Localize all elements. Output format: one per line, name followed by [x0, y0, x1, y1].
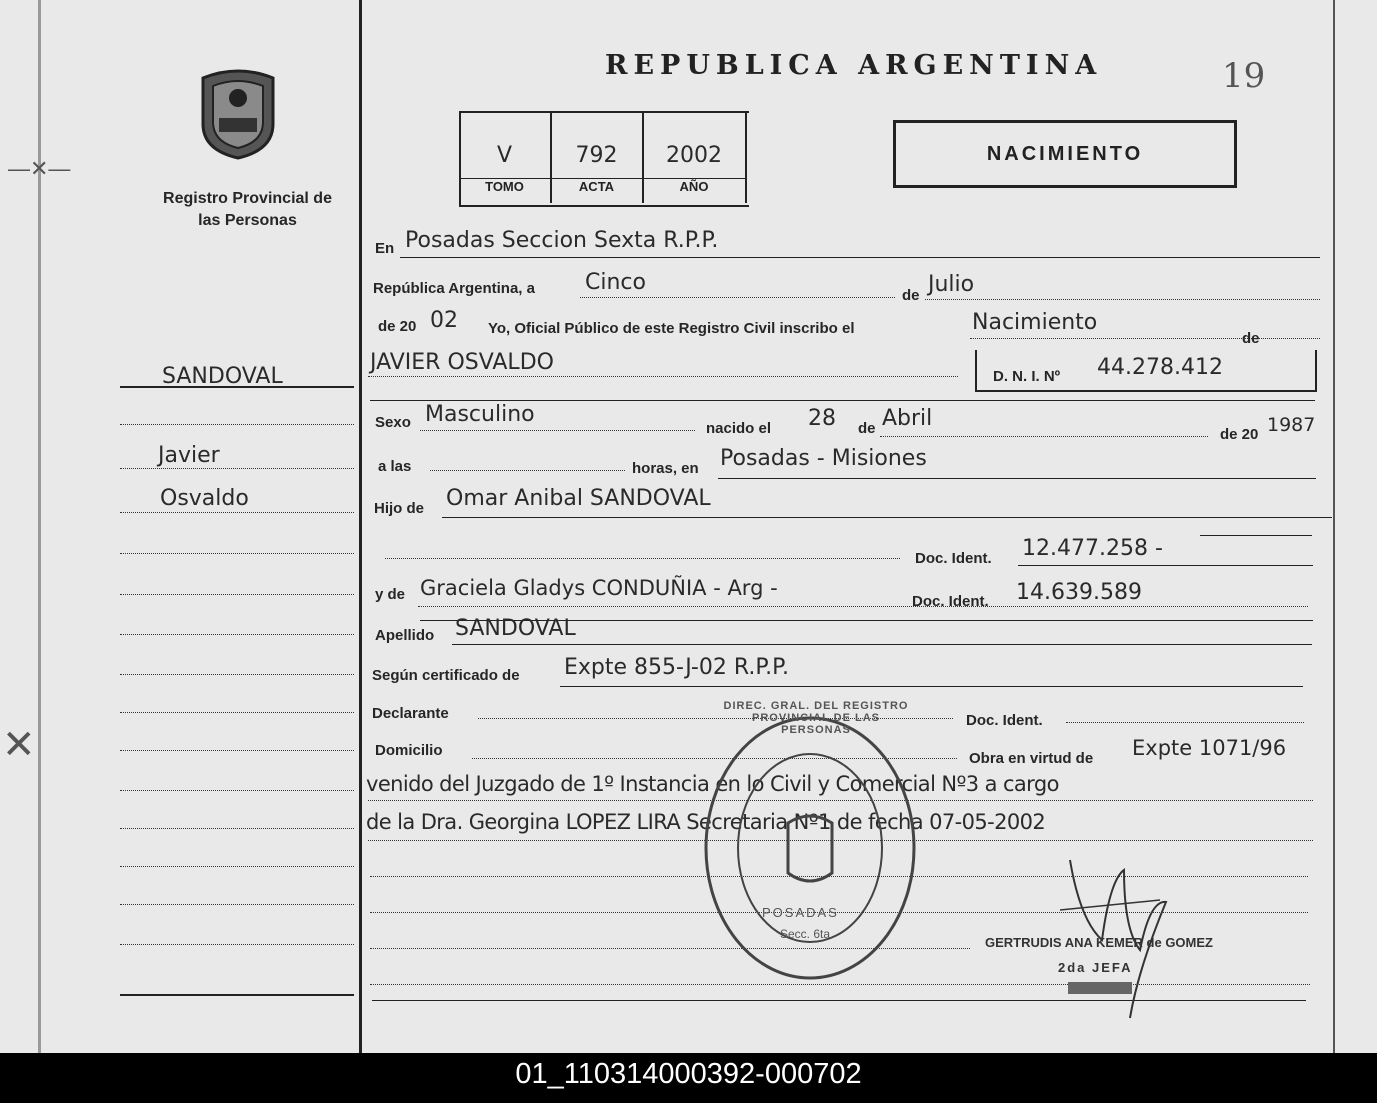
- ano-cell: [643, 113, 747, 203]
- en-value: Posadas Seccion Sexta R.P.P.: [405, 228, 719, 253]
- obra-value: Expte 1071/96: [1132, 736, 1287, 760]
- month-value: Julio: [928, 272, 975, 297]
- act-type: NACIMIENTO: [986, 143, 1144, 165]
- section-rule: [370, 400, 1315, 401]
- signer-role: 2da JEFA: [1058, 960, 1133, 975]
- nacido-day: 28: [808, 406, 836, 431]
- year-prefix: de 20: [378, 318, 417, 335]
- margin-separator: [359, 0, 362, 1053]
- day-value: Cinco: [585, 270, 646, 295]
- margin-rule: [120, 594, 354, 595]
- ano-value: 2002: [666, 143, 722, 168]
- margin-rule: [120, 712, 354, 713]
- day-rule: [580, 297, 895, 298]
- country-title: REPUBLICA ARGENTINA: [605, 50, 1103, 81]
- inscribo-rule: [970, 338, 1320, 339]
- margin-given-2: Osvaldo: [160, 486, 249, 511]
- segun-rule: [560, 686, 1303, 687]
- madre-doc: 14.639.589: [1016, 580, 1142, 605]
- month-de-label: de: [902, 287, 920, 304]
- margin-rule: [120, 790, 354, 791]
- madre-rule: [418, 606, 1308, 607]
- stamp-city: POSADAS: [762, 905, 839, 920]
- act-type-box: [893, 120, 1237, 188]
- nacido-de-label: de: [858, 420, 876, 437]
- tomo-value: V: [496, 143, 513, 168]
- declarante-doc-label: Doc. Ident.: [966, 712, 1043, 729]
- note-line-1: venido del Juzgado de 1º Instancia en lo Civil y Comercial Nº3 a cargo: [366, 772, 1059, 796]
- republica-label: República Argentina, a: [373, 280, 535, 297]
- dni-label: D. N. I. Nº: [993, 368, 1061, 385]
- registry-name: Registro Provincial de las Personas: [163, 190, 332, 229]
- declarante-doc-rule: [1066, 722, 1304, 723]
- coat-of-arms-logo: [193, 64, 283, 162]
- margin-rule: [120, 553, 354, 554]
- margin-rule: [120, 828, 354, 829]
- horas-label: horas, en: [632, 460, 699, 477]
- sexo-label: Sexo: [375, 414, 411, 431]
- acta-label: ACTA: [578, 179, 615, 194]
- year-value: 02: [430, 308, 458, 333]
- dni-value: 44.278.412: [1097, 355, 1223, 380]
- child-name: JAVIER OSVALDO: [370, 350, 554, 375]
- inscribo-de-label: de: [1242, 330, 1260, 347]
- sexo-value: Masculino: [425, 402, 535, 427]
- tomo-label: TOMO: [485, 179, 524, 194]
- apellido-value: SANDOVAL: [455, 616, 576, 641]
- margin-rule: [120, 468, 354, 469]
- signer-initials: [1068, 982, 1132, 994]
- ano-label: AÑO: [679, 179, 709, 194]
- segun-value: Expte 855-J-02 R.P.P.: [564, 655, 789, 680]
- margin-rule: [120, 674, 354, 675]
- nacido-year: 1987: [1267, 414, 1316, 436]
- padre-doc-rule: [1018, 565, 1313, 566]
- stamp-ring-text: DIREC. GRAL. DEL REGISTRO PROVINCIAL DE LAS PERSONAS: [723, 700, 909, 736]
- oficial-text: Yo, Oficial Público de este Registro Civil inscribo el: [488, 320, 855, 337]
- en-label: En: [375, 240, 395, 257]
- declarante-label: Declarante: [372, 705, 449, 722]
- inscribo-value: Nacimiento: [972, 310, 1098, 335]
- nacido-month-rule: [880, 436, 1208, 437]
- official-stamp: [700, 713, 920, 983]
- nacido-year-label: de 20: [1220, 426, 1259, 443]
- margin-rule: [120, 944, 354, 945]
- margin-rule: [120, 512, 354, 513]
- apellido-label: Apellido: [375, 627, 435, 644]
- margin-given-1: Javier: [158, 443, 220, 468]
- month-rule: [925, 299, 1320, 300]
- binding-stitch-bottom: ✕: [2, 723, 36, 767]
- margin-surname: SANDOVAL: [162, 364, 283, 389]
- hijo-label: Hijo de: [374, 500, 425, 517]
- nacido-label: nacido el: [706, 420, 772, 437]
- margin-rule: [120, 866, 354, 867]
- obra-label: Obra en virtud de: [969, 750, 1094, 767]
- lugar-value: Posadas - Misiones: [720, 446, 927, 471]
- domicilio-label: Domicilio: [375, 742, 443, 759]
- acta-cell: [551, 113, 644, 203]
- padre-doc-left-rule: [385, 558, 900, 559]
- apellido-rule: [452, 644, 1312, 645]
- tomo-cell: [459, 113, 552, 203]
- page-corner-number: 19: [1222, 56, 1266, 96]
- padre-doc-top-rule: [1200, 535, 1312, 536]
- margin-rule: [120, 750, 354, 751]
- nacido-month: Abril: [882, 406, 933, 431]
- note-line-2: de la Dra. Georgina LOPEZ LIRA Secretaria Nº1 de fecha 07-05-2002: [366, 810, 1046, 834]
- padre-doc-label: Doc. Ident.: [915, 550, 992, 567]
- margin-rule: [120, 424, 354, 425]
- madre-value: Graciela Gladys CONDUÑIA - Arg -: [420, 576, 778, 600]
- margin-rule: [120, 904, 354, 905]
- name-rule: [368, 376, 958, 377]
- padre-rule: [442, 517, 1332, 518]
- right-border: [1333, 0, 1335, 1053]
- binding-stitch-top: —✕—: [8, 156, 71, 181]
- a-las-label: a las: [378, 458, 412, 475]
- a-las-rule: [430, 470, 625, 471]
- acta-value: 792: [575, 143, 618, 168]
- file-id: 01_110314000392-000702: [515, 1058, 862, 1090]
- signer-name: GERTRUDIS ANA KEMER de GOMEZ: [985, 935, 1213, 950]
- sexo-rule: [420, 430, 695, 431]
- padre-doc: 12.477.258 -: [1022, 536, 1163, 561]
- stamp-section: Secc. 6ta.: [780, 927, 834, 941]
- margin-end-rule: [120, 994, 354, 996]
- y-de-label: y de: [375, 586, 406, 603]
- segun-label: Según certificado de: [372, 667, 520, 684]
- madre-doc-label: Doc. Ident.: [912, 593, 989, 610]
- padre-value: Omar Anibal SANDOVAL: [446, 486, 711, 511]
- en-rule: [400, 257, 1320, 258]
- margin-rule: [120, 634, 354, 635]
- lugar-rule: [718, 478, 1316, 479]
